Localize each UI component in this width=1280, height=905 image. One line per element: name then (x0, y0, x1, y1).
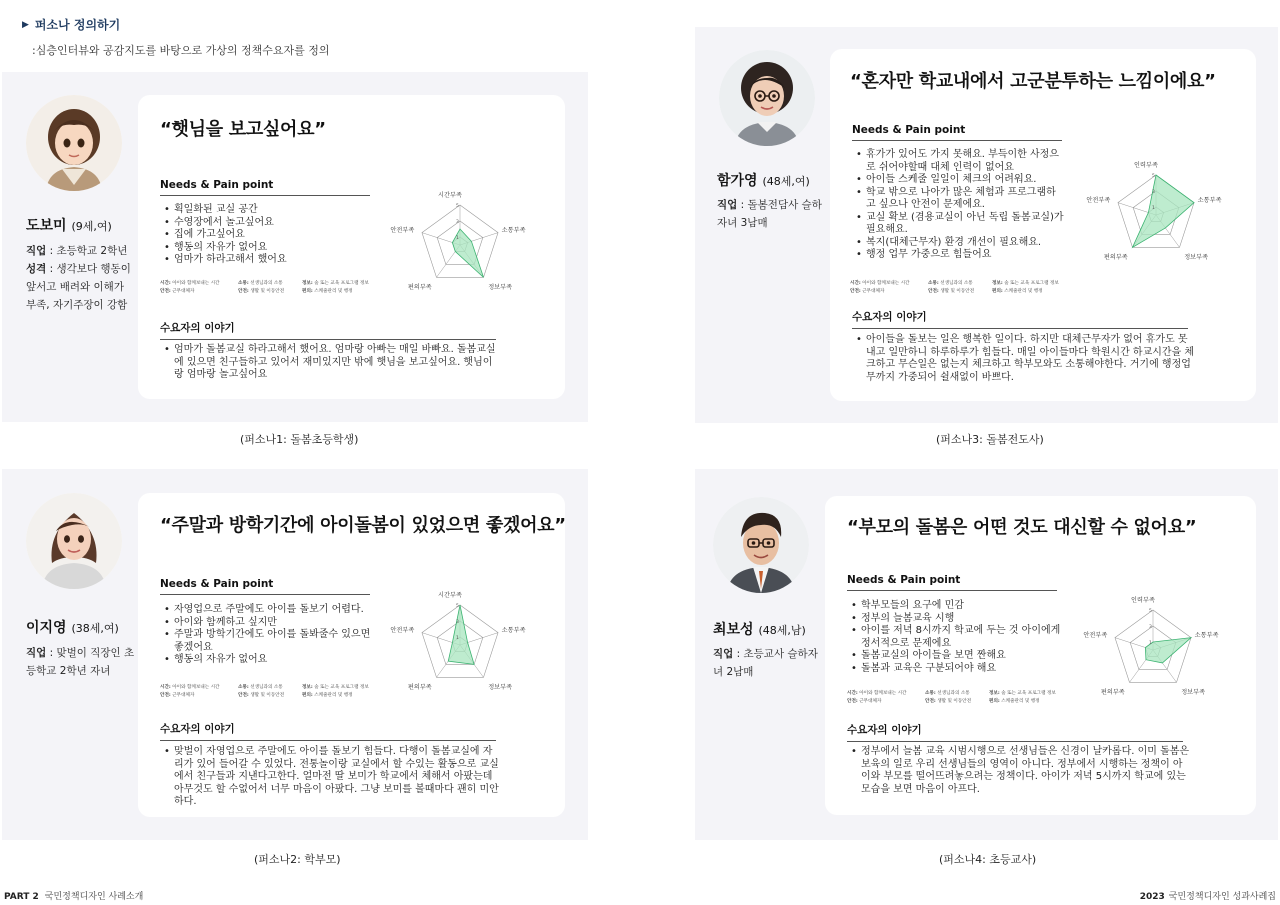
persona-avatar (26, 95, 122, 191)
list-item: • 주말과 방학기간에도 아이를 돌봐줄수 있으면 좋겠어요 (162, 629, 372, 654)
triangle-bullet-icon: ▶ (22, 19, 29, 30)
radar-chart (1073, 588, 1233, 708)
list-item: • 행동의 자유가 없어요 (162, 242, 372, 255)
persona-name (26, 215, 112, 235)
footer-left (4, 889, 143, 902)
radar-axis-label: 시간부족 (438, 592, 462, 599)
info-row: 직업 : 돌봄전담사 슬하자녀 3남매 (717, 199, 822, 229)
story-text: • 아이들을 돌보는 일은 행복한 일이다. 하지만 대체근무자가 없어 휴가도 못내고 일만하니 하루하루가 힘들다. 매일 아이들마다 학원시간 하교시간을 체크하고 무슨일은 없는지 체크하고 학부모와도 소통해야한다. 거기에 행정업무까지 가중되어 쉴새없이 바쁘다. (854, 334, 1196, 384)
radar-legend: 시간: 아이와 함께보내는 시간 소통: 선생님과의 소통 정보: 숲 또는 교육 프로그램 정보 안전: 근무대체자 안전: 생활 및 이동안전 편의: 스케줄관리 및 행정 (847, 691, 1056, 704)
radar-axis-label: 정보부족 (488, 683, 513, 691)
list-item: • 복지(대체근무자) 환경 개선이 필요해요. (854, 237, 1064, 250)
persona-quote: “혼자만 학교내에서 고군분투하는 느낌이에요” (850, 71, 1216, 92)
radar-svg (380, 583, 540, 703)
list-item: • 아이를 저녁 8시까지 학교에 두는 것 아이에게 정서적으로 문제에요 (849, 625, 1061, 650)
page-title (22, 16, 329, 33)
radar-tick-label: 5 (1152, 174, 1155, 179)
story-text: • 맞벌이 자영업으로 주말에도 아이를 돌보기 힘들다. 다행이 돌봄교실에 자리가 있어 들어갈 수 있었다. 전통놀이랑 교실에서 할 수있는 활동으로 교실에서 친구들과 지낸다고한다. 얼마전 딸 보미가 학교에서 체해서 아팠는데 아무것도 할 수없어서 너무 마음이 아팠다. 그냥 보미를 볼때마다 괜히 미안하다. (162, 746, 502, 809)
radar-svg (380, 183, 540, 303)
woman-avatar-icon (26, 493, 122, 589)
persona-quote: “주말과 방학기간에 아이돌봄이 있었으면 좋겠어요” (160, 515, 566, 536)
radar-axis-label: 편의부족 (407, 683, 432, 691)
radar-tick-label: 1 (456, 236, 459, 241)
radar-axis-label: 안전부족 (1086, 197, 1111, 205)
persona-age: (48세,남) (758, 624, 806, 637)
persona-caption: (퍼소나2: 학부모) (254, 853, 341, 866)
persona-caption: (퍼소나1: 돌봄초등학생) (240, 433, 359, 446)
persona-name (713, 619, 806, 639)
list-item: • 엄마가 하라고해서 했어요 (162, 254, 372, 267)
list-item: • 교실 확보 (겸용교실이 아닌 독립 돌봄교실)가 필요해요. (854, 212, 1064, 237)
list-item: • 집에 가고싶어요 (162, 229, 372, 242)
story-title: 수요자의 이야기 (160, 320, 496, 340)
radar-tick-label: 3 (456, 220, 459, 225)
radar-svg (1073, 588, 1233, 708)
persona-panel-4 (695, 469, 1278, 840)
radar-legend: 시간: 아이와 함께보내는 시간 소통: 선생님과의 소통 정보: 숲 또는 교육 프로그램 정보 안전: 근무대체자 안전: 생활 및 이동안전 편의: 스케줄관리 및 행정 (160, 281, 369, 294)
radar-axis-label: 안전부족 (390, 627, 415, 635)
story-title: 수요자의 이야기 (847, 722, 1183, 742)
persona-card (830, 49, 1256, 401)
story-text: • 정부에서 늘봄 교육 시범시행으로 선생님들은 신경이 날카롭다. 이미 돌봄은 보육의 일로 우리 선생님들의 영역이 아니다. 정부에서 시행하는 정책이 아이와 부모를 떨어뜨려놓으려는 정책이다. 아이가 저녁 5시까지 학교에 있는 모습을 보면 마음이 아프다. (849, 746, 1191, 796)
radar-data-area (1132, 175, 1194, 247)
page-subtitle: :심층인터뷰와 공감지도를 바탕으로 가상의 정책수요자를 정의 (32, 44, 330, 57)
list-item: • 아이와 함께하고 싶지만 (162, 617, 372, 630)
footer-left-text: 국민정책디자인 사례소개 (44, 892, 144, 902)
radar-tick-label: 5 (1149, 609, 1152, 614)
persona-avatar (713, 497, 809, 593)
persona-caption: (퍼소나4: 초등교사) (939, 853, 1037, 866)
list-item: • 행동의 자유가 없어요 (162, 654, 372, 667)
footer-part: PART 2 (4, 892, 39, 902)
persona-info (26, 644, 136, 680)
radar-legend: 시간: 아이와 함께보내는 시간 소통: 선생님과의 소통 정보: 숲 또는 교육 프로그램 정보 안전: 근무대체자 안전: 생활 및 이동안전 편의: 스케줄관리 및 행정 (850, 281, 1059, 294)
persona-caption: (퍼소나3: 돌봄전도사) (936, 433, 1044, 446)
story-title: 수요자의 이야기 (852, 309, 1188, 329)
radar-tick-label: 1 (1152, 206, 1155, 211)
persona-card (138, 95, 565, 399)
radar-axis-label: 인력부족 (1134, 162, 1158, 169)
radar-legend: 시간: 아이와 함께보내는 시간 소통: 선생님과의 소통 정보: 숲 또는 교육 프로그램 정보 안전: 근무대체자 안전: 생활 및 이동안전 편의: 스케줄관리 및 행정 (160, 685, 369, 698)
needs-title: Needs & Pain point (160, 179, 370, 196)
persona-age: (48세,여) (762, 175, 810, 188)
page-title-text: 퍼소나 정의하기 (34, 18, 121, 32)
radar-data-area (448, 605, 474, 664)
persona-panel-3 (695, 27, 1278, 423)
persona-name-text: 최보성 (713, 622, 754, 638)
list-item: • 휴가가 있어도 가지 못해요. 부득이한 사정으로 쉬어야할때 대체 인력이 없어요 (854, 149, 1064, 174)
list-item: • 수영장에서 놀고싶어요 (162, 217, 372, 230)
needs-list (849, 600, 1061, 675)
radar-tick-label: 1 (1149, 641, 1152, 646)
persona-card (138, 493, 565, 817)
needs-title: Needs & Pain point (160, 578, 370, 595)
list-item: • 학부모들의 요구에 민감 (849, 600, 1061, 613)
radar-tick-label: 3 (1152, 190, 1155, 195)
radar-axis-label: 안전부족 (1083, 632, 1108, 640)
persona-avatar (26, 493, 122, 589)
radar-axis-label: 편의부족 (1103, 253, 1128, 261)
persona-card (825, 496, 1256, 815)
radar-axis-label: 정보부족 (488, 283, 513, 291)
radar-axis-label: 소통부족 (1194, 632, 1219, 640)
page-header (22, 16, 329, 58)
story-title: 수요자의 이야기 (160, 721, 496, 741)
radar-axis-label: 편의부족 (407, 283, 432, 291)
info-row: 직업 : 초등학교 2학년 (26, 245, 128, 257)
radar-tick-label: 5 (456, 604, 459, 609)
needs-list (162, 204, 372, 267)
persona-info (717, 196, 827, 232)
list-item: • 돌봄교실의 아이들을 보면 짠해요 (849, 650, 1061, 663)
list-item: • 행정 업무 가중으로 힘들어요 (854, 249, 1064, 262)
list-item: • 획일화된 교실 공간 (162, 204, 372, 217)
list-item: • 학교 밖으로 나아가 많은 체험과 프로그램하고 싶으나 안전이 문제에요. (854, 187, 1064, 212)
list-item: • 아이들 스케줄 일일이 체크의 어려워요. (854, 174, 1064, 187)
girl-avatar-icon (26, 95, 122, 191)
persona-name-text: 이지영 (26, 620, 67, 636)
woman-glasses-avatar-icon (719, 50, 815, 146)
radar-chart (1076, 153, 1236, 273)
radar-axis-label: 정보부족 (1181, 688, 1206, 696)
persona-quote: “햇님을 보고싶어요” (160, 119, 326, 140)
needs-title: Needs & Pain point (847, 574, 1057, 591)
persona-avatar (719, 50, 815, 146)
info-row: 직업 : 맞벌이 직장인 초등학교 2학년 자녀 (26, 647, 135, 677)
persona-panel-2 (2, 469, 588, 840)
man-glasses-avatar-icon (713, 497, 809, 593)
footer-right (1140, 889, 1276, 902)
persona-info (713, 645, 823, 681)
radar-axis-label: 인력부족 (1131, 597, 1155, 604)
radar-tick-label: 3 (1149, 625, 1152, 630)
radar-axis-label: 편의부족 (1100, 688, 1125, 696)
footer-year: 2023 (1139, 892, 1165, 902)
persona-quote: “부모의 돌봄은 어떤 것도 대신할 수 없어요” (847, 517, 1197, 538)
list-item: • 돌봄과 교육은 구분되어야 해요 (849, 663, 1061, 676)
persona-name-text: 도보미 (26, 218, 67, 234)
persona-name-text: 함가영 (717, 173, 758, 189)
radar-axis-label: 소통부족 (501, 627, 526, 635)
persona-name (717, 170, 810, 190)
story-text: • 엄마가 돌봄교실 하라고해서 했어요. 엄마랑 아빠는 매일 바빠요. 돌봄교실에 있으면 친구들하고 있어서 재미있지만 밖에 햇님을 보고싶어요. 햇님이랑 엄마랑 놀고싶어요 (162, 344, 502, 382)
needs-list (162, 604, 372, 667)
needs-title: Needs & Pain point (852, 124, 1062, 141)
radar-svg (1076, 153, 1236, 273)
radar-tick-label: 1 (456, 636, 459, 641)
persona-name (26, 617, 119, 637)
persona-panel-1 (2, 72, 588, 422)
radar-tick-label: 3 (456, 620, 459, 625)
persona-age: (9세,여) (71, 220, 112, 233)
list-item: • 자영업으로 주말에도 아이를 돌보기 어렵다. (162, 604, 372, 617)
radar-tick-label: 5 (456, 204, 459, 209)
radar-axis-label: 안전부족 (390, 227, 415, 235)
persona-age: (38세,여) (71, 622, 119, 635)
info-row: 성격 : 생각보다 행동이 앞서고 배려와 이해가 부족, 자기주장이 강함 (26, 263, 131, 311)
radar-axis-label: 시간부족 (438, 192, 462, 199)
footer-right-text: 국민정책디자인 성과사례집 (1168, 892, 1276, 902)
radar-chart (380, 583, 540, 703)
needs-list (854, 149, 1064, 262)
radar-chart (380, 183, 540, 303)
radar-axis-label: 소통부족 (501, 227, 526, 235)
radar-axis-label: 정보부족 (1184, 253, 1209, 261)
list-item: • 정부의 늘봄교육 시행 (849, 613, 1061, 626)
persona-info (26, 242, 136, 314)
radar-axis-label: 소통부족 (1197, 197, 1222, 205)
info-row: 직업 : 초등교사 슬하자녀 2남매 (713, 648, 818, 678)
